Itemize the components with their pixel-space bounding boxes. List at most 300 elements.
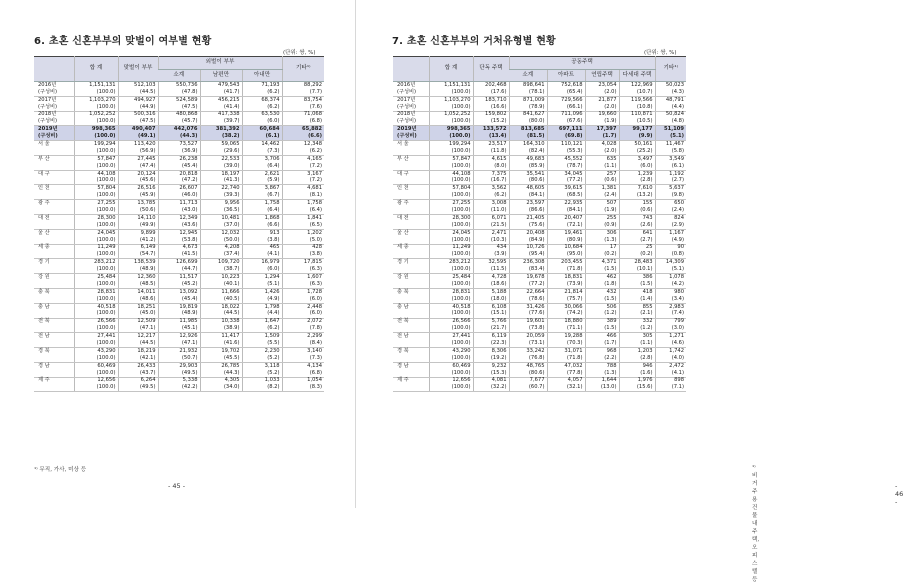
table-cell: (100.0) [74, 325, 118, 332]
table-row [393, 370, 686, 377]
table-cell: (7.2) [282, 178, 324, 185]
table-cell: (6.2) [473, 192, 509, 199]
table-cell: (44.5) [118, 89, 158, 96]
table-row [34, 133, 324, 140]
table-cell: 44,108 [74, 170, 118, 177]
right-table-title: 7. 초혼 신혼부부의 거처유형별 현황 [392, 36, 556, 47]
table-cell: (71.1) [547, 325, 585, 332]
table-cell: (4.9) [242, 296, 282, 303]
table-cell: (6.0) [242, 118, 282, 125]
table-row [34, 370, 324, 377]
table-cell: 6,108 [473, 303, 509, 310]
table-cell: 31,071 [547, 348, 585, 355]
table-cell: 434 [473, 244, 509, 251]
row-label: 강 원 [397, 274, 409, 280]
table-cell: (6.6) [242, 222, 282, 229]
table-cell: 1,151,131 [429, 82, 473, 89]
table-cell: 236,308 [509, 259, 547, 266]
table-cell: (37.0) [200, 222, 242, 229]
table-row [34, 377, 324, 384]
left-header-subtotal: 소계 [158, 70, 200, 82]
row-label [393, 340, 429, 347]
row-label: (구성비) [34, 104, 74, 111]
row-label: (구성비) [34, 89, 74, 96]
table-cell: 12,926 [158, 333, 200, 340]
table-row [393, 104, 686, 111]
table-cell: (49.1) [118, 133, 158, 140]
table-cell: 45,552 [547, 155, 585, 162]
table-row [393, 296, 686, 303]
table-cell: (49.9) [118, 222, 158, 229]
table-cell: (6.2) [242, 89, 282, 96]
table-cell: 32,595 [473, 259, 509, 266]
row-label [34, 281, 74, 288]
table-cell: (80.0) [509, 118, 547, 125]
table-cell: 998,365 [429, 126, 473, 133]
table-cell: (5.5) [242, 340, 282, 347]
table-cell: (100.0) [74, 133, 118, 140]
table-cell: (41.3) [200, 178, 242, 185]
table-cell: (10.5) [619, 118, 655, 125]
table-cell: 7,375 [473, 170, 509, 177]
table-cell: (4.0) [655, 355, 686, 362]
table-cell: 5,338 [158, 377, 200, 384]
right-header-total: 합 계 [429, 57, 473, 82]
table-cell: (39.3) [200, 192, 242, 199]
table-cell: (2.0) [585, 104, 619, 111]
table-cell: (80.6) [509, 178, 547, 185]
table-cell: (1.8) [585, 281, 619, 288]
left-header-other: 기타¹⁾ [282, 57, 324, 82]
table-cell: (38.9) [200, 325, 242, 332]
table-cell: 26,433 [118, 362, 158, 369]
table-cell: 1,103,270 [429, 96, 473, 103]
table-cell: (1.7) [585, 133, 619, 140]
table-cell: (72.1) [547, 222, 585, 229]
table-cell: 386 [619, 274, 655, 281]
row-label [34, 237, 74, 244]
table-cell: 40,518 [429, 303, 473, 310]
table-cell: 11,467 [655, 141, 686, 148]
table-cell: 27,255 [74, 200, 118, 207]
table-cell: 980 [655, 288, 686, 295]
table-cell: (100.0) [74, 118, 118, 125]
table-cell: 65,882 [282, 126, 324, 133]
table-cell: (7.4) [655, 311, 686, 318]
left-header-wife-only: 아내만 [242, 70, 282, 82]
table-cell: (4.2) [655, 281, 686, 288]
table-cell: (38.7) [200, 266, 242, 273]
table-cell: (100.0) [429, 104, 473, 111]
table-cell: (78.1) [509, 89, 547, 96]
table-cell: (4.6) [655, 340, 686, 347]
table-row [34, 104, 324, 111]
table-cell: (77.8) [547, 370, 585, 377]
table-cell: 47,032 [547, 362, 585, 369]
table-cell: 19,461 [547, 229, 585, 236]
table-cell: (48.6) [118, 296, 158, 303]
table-cell: (100.0) [74, 340, 118, 347]
row-label: 충 북 [38, 288, 50, 295]
table-cell: (100.0) [74, 207, 118, 214]
table-cell: (9.8) [655, 192, 686, 199]
table-row [393, 192, 686, 199]
table-cell: 48,765 [509, 362, 547, 369]
table-cell: 50,824 [655, 111, 686, 118]
table-cell: 1,742 [655, 348, 686, 355]
table-cell: 138,539 [118, 259, 158, 266]
table-cell: 34,045 [547, 170, 585, 177]
table-cell: 12,360 [118, 274, 158, 281]
table-row [393, 207, 686, 214]
table-cell: (100.0) [74, 355, 118, 362]
table-cell: (6.4) [282, 207, 324, 214]
table-cell: 35,541 [509, 170, 547, 177]
table-cell: 1,052,252 [74, 111, 118, 118]
row-label: 전 북 [38, 318, 50, 325]
table-cell: 4,165 [282, 155, 324, 162]
table-cell: 71,193 [242, 82, 282, 89]
table-row [34, 215, 324, 222]
table-row [393, 222, 686, 229]
table-cell: 4,208 [200, 244, 242, 251]
table-cell: (45.4) [158, 163, 200, 170]
table-cell: 21,932 [158, 348, 200, 355]
table-cell: (68.5) [547, 192, 585, 199]
row-label: 대 전 [397, 214, 409, 221]
table-cell: (100.0) [429, 296, 473, 303]
row-label [393, 222, 429, 229]
table-cell: 7,677 [509, 377, 547, 384]
table-cell: (41.4) [200, 104, 242, 111]
table-row [393, 237, 686, 244]
table-cell: (17.6) [473, 89, 509, 96]
row-label: 경 북 [397, 347, 409, 354]
table-cell: (7.1) [655, 385, 686, 392]
table-cell: 27,445 [118, 155, 158, 162]
table-cell: (11.5) [473, 266, 509, 273]
table-cell: 14,110 [118, 215, 158, 222]
table-cell: 26,516 [118, 185, 158, 192]
table-cell: 490,407 [118, 126, 158, 133]
table-cell: 813,685 [509, 126, 547, 133]
table-cell: 60,684 [242, 126, 282, 133]
left-footnote: ¹⁾ 무직, 가사, 미상 등 [34, 467, 87, 473]
table-cell: (6.0) [619, 163, 655, 170]
table-row [34, 118, 324, 125]
table-cell: 29,903 [158, 362, 200, 369]
right-header-region [393, 57, 429, 82]
table-row [393, 118, 686, 125]
table-cell: 11,517 [158, 274, 200, 281]
table-cell: 432 [585, 288, 619, 295]
table-cell: (13.4) [473, 133, 509, 140]
table-cell: 283,212 [429, 259, 473, 266]
table-cell: (6.3) [282, 281, 324, 288]
table-cell: (47.5) [118, 118, 158, 125]
table-cell: (47.2) [158, 178, 200, 185]
table-cell: 23,517 [473, 141, 509, 148]
table-cell: 11,666 [200, 288, 242, 295]
row-label: 서 울 [38, 140, 50, 147]
row-label [393, 163, 429, 170]
table-cell: (54.7) [118, 251, 158, 258]
table-cell: 48,791 [655, 96, 686, 103]
table-cell: 27,441 [74, 333, 118, 340]
table-cell: (75.6) [509, 222, 547, 229]
table-cell: 199,294 [429, 141, 473, 148]
table-cell: (66.1) [547, 104, 585, 111]
table-cell: 524,589 [158, 96, 200, 103]
table-cell: 1,052,252 [429, 111, 473, 118]
table-cell: (45.6) [118, 178, 158, 185]
table-cell: 159,802 [473, 111, 509, 118]
table-cell: (100.0) [74, 222, 118, 229]
table-cell: 305 [619, 333, 655, 340]
table-cell: (44.5) [118, 340, 158, 347]
table-cell: 33,242 [509, 348, 547, 355]
table-cell: (3.4) [655, 296, 686, 303]
table-cell: (45.2) [158, 281, 200, 288]
table-cell: 442,076 [158, 126, 200, 133]
row-label: 울 산 [38, 229, 50, 236]
right-header-multi-unit: 공동주택 [509, 57, 655, 70]
table-cell: (19.2) [473, 355, 509, 362]
table-cell: (76.8) [509, 355, 547, 362]
table-cell: (4.3) [655, 89, 686, 96]
row-label [34, 355, 74, 362]
table-cell: (4.4) [242, 311, 282, 318]
table-cell: 512,103 [118, 82, 158, 89]
table-cell: 14,011 [118, 288, 158, 295]
table-cell: (29.6) [200, 148, 242, 155]
table-cell: 1,078 [655, 274, 686, 281]
table-cell: (13.2) [619, 192, 655, 199]
row-label [393, 192, 429, 199]
table-cell: (45.5) [200, 355, 242, 362]
table-cell: (100.0) [429, 89, 473, 96]
table-cell: 26,238 [158, 155, 200, 162]
row-label: 제 주 [397, 377, 409, 384]
table-row [34, 244, 324, 251]
table-cell: (77.6) [509, 311, 547, 318]
table-cell: 28,831 [429, 288, 473, 295]
table-cell: 1,192 [655, 170, 686, 177]
table-cell: (48.9) [158, 311, 200, 318]
table-cell: 1,976 [619, 377, 655, 384]
table-cell: (100.0) [74, 370, 118, 377]
table-cell: (47.1) [118, 325, 158, 332]
table-cell: 494,927 [118, 96, 158, 103]
table-row [393, 163, 686, 170]
table-cell: 5,766 [473, 318, 509, 325]
table-row [34, 311, 324, 318]
table-cell: (32.1) [547, 385, 585, 392]
table-cell: (39.7) [200, 118, 242, 125]
row-label: 경 남 [397, 362, 409, 369]
table-cell: 49,683 [509, 155, 547, 162]
table-cell: (71.8) [547, 266, 585, 273]
table-row [34, 303, 324, 310]
table-cell: 19,660 [585, 111, 619, 118]
table-cell: 27,441 [429, 333, 473, 340]
row-label [393, 266, 429, 273]
row-label [34, 251, 74, 258]
table-cell: (1.5) [585, 266, 619, 273]
table-cell: 1,294 [242, 274, 282, 281]
row-label: 2016년 [38, 81, 57, 88]
row-label: 울 산 [397, 229, 409, 236]
row-label [393, 385, 429, 392]
row-label: 2019년 [393, 126, 429, 133]
row-label: 대 전 [38, 214, 50, 221]
table-cell: 1,841 [282, 215, 324, 222]
table-row [393, 82, 686, 89]
table-cell: 255 [585, 215, 619, 222]
table-row [34, 155, 324, 162]
row-label [393, 296, 429, 303]
table-cell: (6.4) [242, 163, 282, 170]
table-cell: (73.9) [547, 281, 585, 288]
table-cell: (10.1) [619, 266, 655, 273]
table-cell: 1,271 [655, 333, 686, 340]
table-cell: 83,754 [282, 96, 324, 103]
table-cell: (43.0) [158, 207, 200, 214]
table-row [34, 222, 324, 229]
table-row [34, 89, 324, 96]
table-cell: 283,212 [74, 259, 118, 266]
table-cell: 641 [619, 229, 655, 236]
table-cell: (41.2) [118, 237, 158, 244]
table-cell: 16,979 [242, 259, 282, 266]
table-cell: 13,785 [118, 200, 158, 207]
row-label: 세 종 [38, 244, 50, 251]
table-cell: 3,706 [242, 155, 282, 162]
row-label [393, 237, 429, 244]
row-label: 경 남 [38, 362, 50, 369]
table-cell: 12,348 [282, 141, 324, 148]
table-row [393, 281, 686, 288]
table-cell: (100.0) [429, 207, 473, 214]
table-cell: (45.1) [158, 325, 200, 332]
table-cell: 22,533 [200, 155, 242, 162]
table-cell: 110,121 [547, 141, 585, 148]
table-cell: 23,054 [585, 82, 619, 89]
table-cell: (73.8) [509, 325, 547, 332]
table-row [34, 200, 324, 207]
table-cell: 824 [655, 215, 686, 222]
row-label [34, 207, 74, 214]
table-cell: 306 [585, 229, 619, 236]
table-cell: (100.0) [429, 266, 473, 273]
table-cell: (0.8) [655, 251, 686, 258]
table-cell: 418 [619, 288, 655, 295]
table-cell: (100.0) [74, 237, 118, 244]
table-cell: (5.2) [242, 370, 282, 377]
table-cell: (6.2) [242, 104, 282, 111]
table-row [34, 163, 324, 170]
table-cell: 10,338 [200, 318, 242, 325]
table-cell: 19,819 [158, 303, 200, 310]
table-row [393, 355, 686, 362]
table-cell: 24,045 [74, 229, 118, 236]
table-row [393, 311, 686, 318]
table-cell: 4,371 [585, 259, 619, 266]
table-cell: (0.6) [585, 178, 619, 185]
table-cell: 9,899 [118, 229, 158, 236]
table-cell: 20,059 [509, 333, 547, 340]
row-label [393, 148, 429, 155]
table-row [34, 355, 324, 362]
table-cell: (100.0) [74, 192, 118, 199]
table-cell: (69.8) [547, 133, 585, 140]
table-cell: 25,484 [74, 274, 118, 281]
table-cell: (44.3) [158, 133, 200, 140]
table-row [393, 155, 686, 162]
table-cell: 480,868 [158, 111, 200, 118]
table-cell: (43.6) [158, 222, 200, 229]
row-label: 강 원 [38, 274, 50, 280]
table-cell: 28,300 [74, 215, 118, 222]
table-cell: (84.9) [509, 237, 547, 244]
table-cell: (44.7) [158, 266, 200, 273]
table-cell: 12,656 [74, 377, 118, 384]
row-label [393, 355, 429, 362]
table-cell: 99,177 [619, 126, 655, 133]
table-cell: 18,880 [547, 318, 585, 325]
table-cell: 10,223 [200, 274, 242, 281]
table-cell: (78.7) [547, 163, 585, 170]
row-label: (구성비) [393, 104, 429, 111]
table-cell: 8,306 [473, 348, 509, 355]
table-cell: 57,847 [429, 155, 473, 162]
table-cell: 19,288 [547, 333, 585, 340]
table-cell: (100.0) [429, 355, 473, 362]
table-cell: (6.0) [282, 311, 324, 318]
table-cell: 1,509 [242, 333, 282, 340]
row-label [34, 340, 74, 347]
table-cell: 4,728 [473, 274, 509, 281]
table-cell: 1,151,131 [74, 82, 118, 89]
table-cell: (49.5) [118, 385, 158, 392]
table-cell: (1.3) [585, 370, 619, 377]
table-cell: 4,673 [158, 244, 200, 251]
table-cell: (7.2) [282, 163, 324, 170]
row-label [34, 163, 74, 170]
row-label [34, 192, 74, 199]
table-row [393, 215, 686, 222]
table-cell: 20,124 [118, 170, 158, 177]
table-cell: 28,831 [74, 288, 118, 295]
row-label: 충 북 [397, 288, 409, 295]
table-cell: (6.4) [242, 207, 282, 214]
table-cell: 21,405 [509, 215, 547, 222]
left-table-title: 6. 초혼 신혼부부의 맞벌이 여부별 현황 [34, 36, 212, 47]
table-cell: 11,249 [429, 244, 473, 251]
table-cell: 4,305 [200, 377, 242, 384]
table-cell: (9.9) [619, 133, 655, 140]
table-cell: 841,627 [509, 111, 547, 118]
table-cell: (80.6) [509, 370, 547, 377]
table-cell: 199,294 [74, 141, 118, 148]
table-row [34, 348, 324, 355]
table-row [34, 141, 324, 148]
table-cell: 109,720 [200, 259, 242, 266]
table-cell: 6,149 [118, 244, 158, 251]
table-cell: (45.7) [158, 118, 200, 125]
table-cell: (50.0) [200, 237, 242, 244]
table-cell: (83.4) [509, 266, 547, 273]
